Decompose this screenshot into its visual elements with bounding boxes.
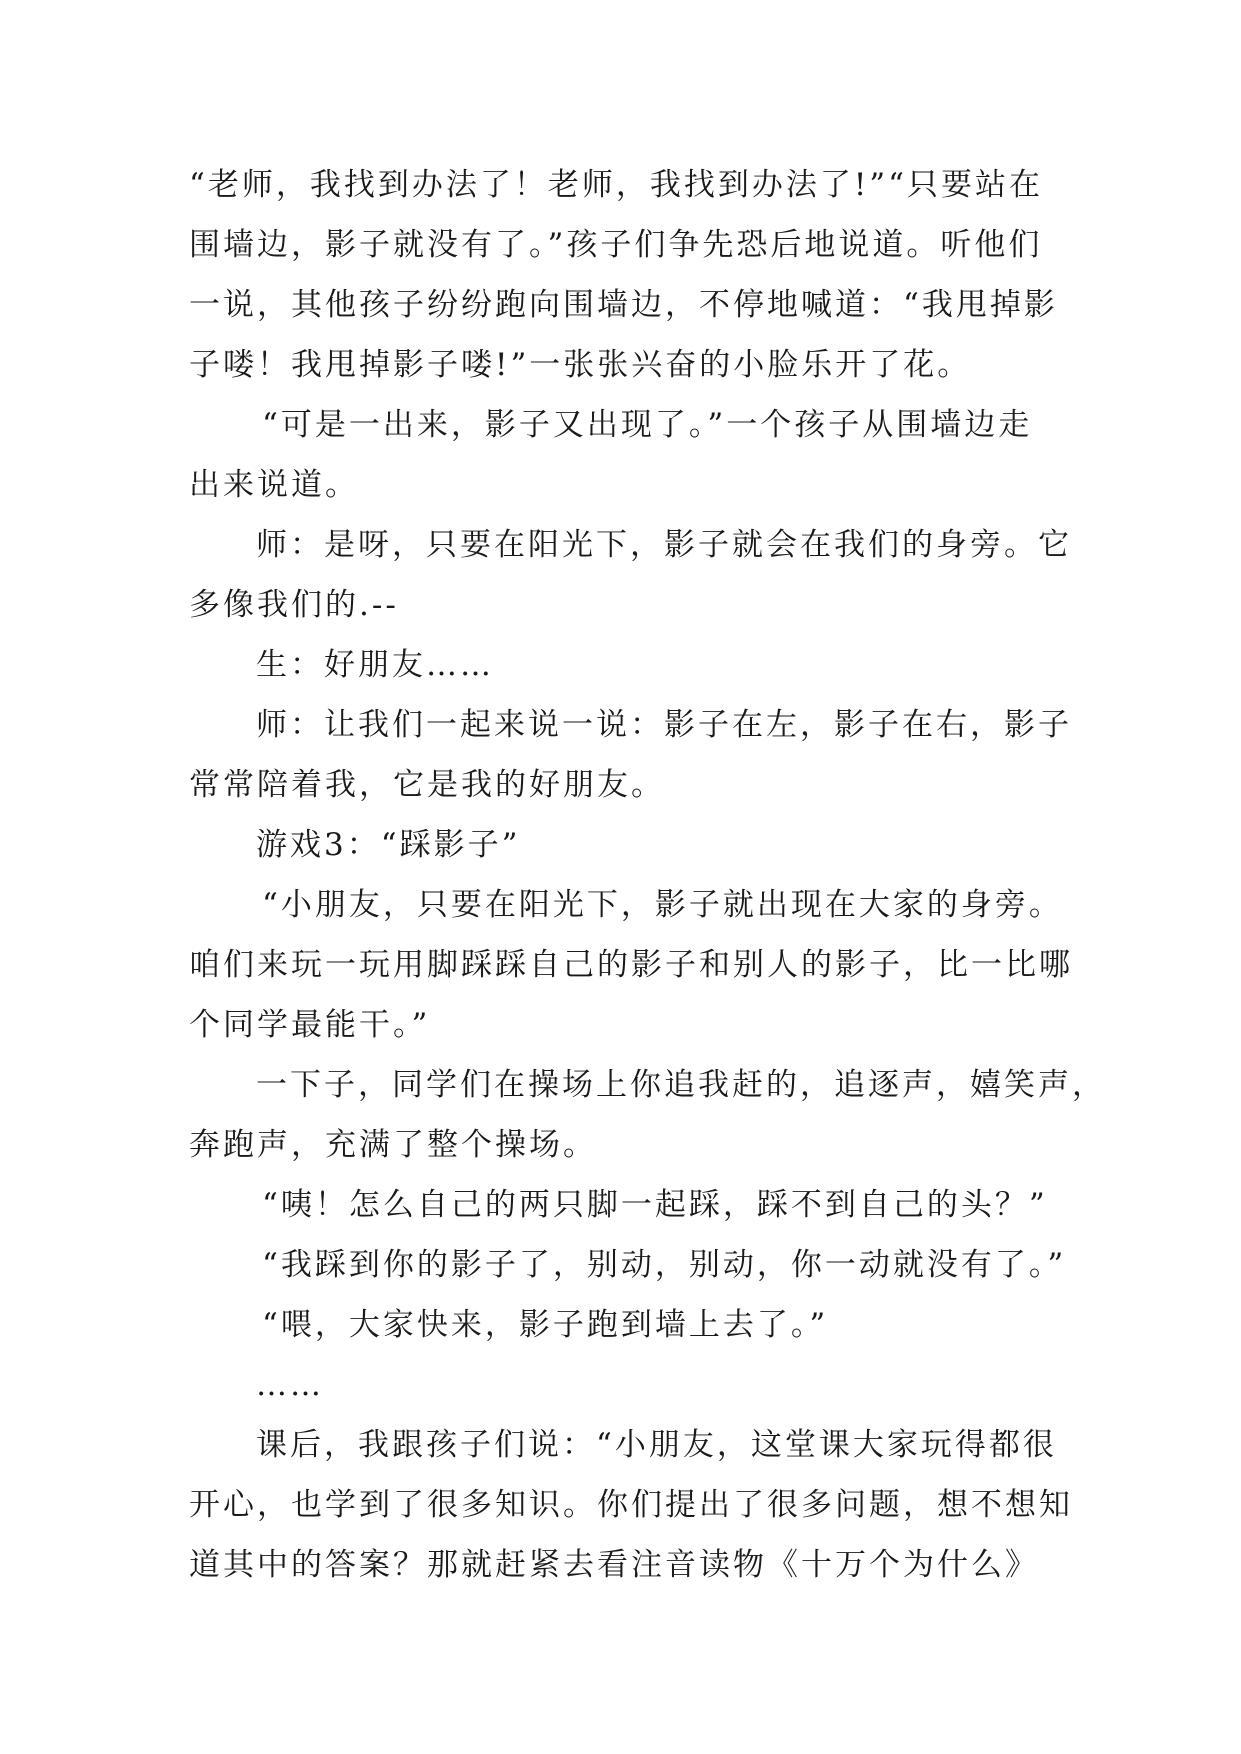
text-line: “小朋友，只要在阳光下，影子就出现在大家的身旁。 (262, 887, 1063, 923)
text-line: 子喽！我甩掉影子喽!”一张张兴奋的小脸乐开了花。 (189, 347, 972, 383)
text-line: “老师，我找到办法了！老师，我找到办法了!”“只要站在 (189, 167, 1043, 203)
text-line: 咱们来玩一玩用脚踩踩自己的影子和别人的影子，比一比哪 (189, 947, 1073, 983)
text-line: 奔跑声，充满了整个操场。 (189, 1127, 597, 1163)
text-line: “咦！怎么自己的两只脚一起踩，踩不到自己的头？” (262, 1187, 1048, 1223)
text-line: …… (256, 1367, 324, 1403)
text-line: “我踩到你的影子了，别动，别动，你一动就没有了。” (262, 1247, 1067, 1283)
text-line: 生：好朋友…… (256, 647, 494, 683)
text-line: “喂，大家快来，影子跑到墙上去了。” (262, 1307, 829, 1343)
text-line: 师：让我们一起来说一说：影子在左，影子在右，影子 (256, 707, 1072, 743)
text-line: “可是一出来，影子又出现了。”一个孩子从围墙边走 (262, 407, 1033, 443)
text-line: 一下子，同学们在操场上你追我赶的，追逐声，嬉笑声， (256, 1067, 1106, 1103)
text-line: 开心，也学到了很多知识。你们提出了很多问题，想不想知 (189, 1487, 1073, 1523)
text-line: 游戏3：“踩影子” (256, 827, 521, 863)
text-line: 多像我们的.-- (189, 587, 399, 623)
text-line: 课后，我跟孩子们说：“小朋友，这堂课大家玩得都很 (256, 1427, 1057, 1463)
text-line: 围墙边，影子就没有了。”孩子们争先恐后地说道。听他们 (189, 227, 1043, 263)
text-line: 出来说道。 (189, 467, 359, 503)
text-line: 师：是呀，只要在阳光下，影子就会在我们的身旁。它 (256, 527, 1072, 563)
text-line: 一说，其他孩子纷纷跑向围墙边，不停地喊道：“我甩掉影 (189, 287, 1058, 323)
text-line: 常常陪着我，它是我的好朋友。 (189, 767, 665, 803)
text-line: 道其中的答案？那就赶紧去看注音读物《十万个为什么》 (189, 1547, 1039, 1583)
text-line: 个同学最能干。” (189, 1007, 431, 1043)
